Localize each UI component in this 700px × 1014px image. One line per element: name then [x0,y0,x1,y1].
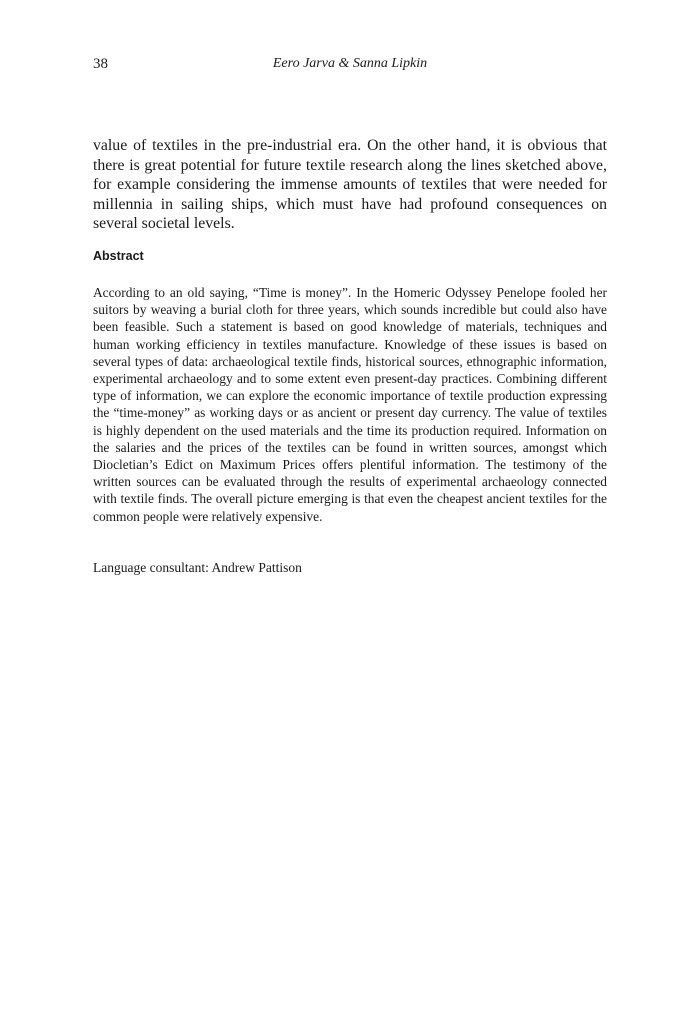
running-head-authors: Eero Jarva & Sanna Lipkin [272,56,428,71]
abstract-paragraph: According to an old saying, “Time is money”. In the Homeric Odyssey Penelope fooled her suitors by weaving a burial cloth for three years, which sounds incredible but could also have been feasible. Such a statement is based on good knowledge of materials, techniques and human working efficiency in textiles manufacture. Knowledge of these issues is based on several types of data: archaeological textile finds, historical sources, ethnographic information, experimental archaeology and to some extent even present-day practices. Combining different type of information, we can explore the economic importance of textile production expressing the “time-money” as working days or as ancient or present day currency. The value of textiles is highly dependent on the used materials and the time its production required. Information on the salaries and the prices of the textiles can be found in written sources, amongst which Diocletian’s Edict on Maximum Prices offers plentiful information. The testimony of the written sources can be evaluated through the results of experimental archaeology connected with textile finds. The overall picture emerging is that even the cheapest ancient textiles for the common people were relatively expensive. [93,285,607,524]
body-paragraph-continued: value of textiles in the pre-industrial era. On the other hand, it is obvious that there is great potential for future textile research along the lines sketched above, for example considering the immense amounts of textiles that were needed for millennia in sailing ships, which must have had profound consequences on several societal levels. [93,137,607,233]
page-number: 38 [93,56,108,72]
abstract-heading: Abstract [93,249,144,263]
language-consultant-credit: Language consultant: Andrew Pattison [93,560,302,575]
